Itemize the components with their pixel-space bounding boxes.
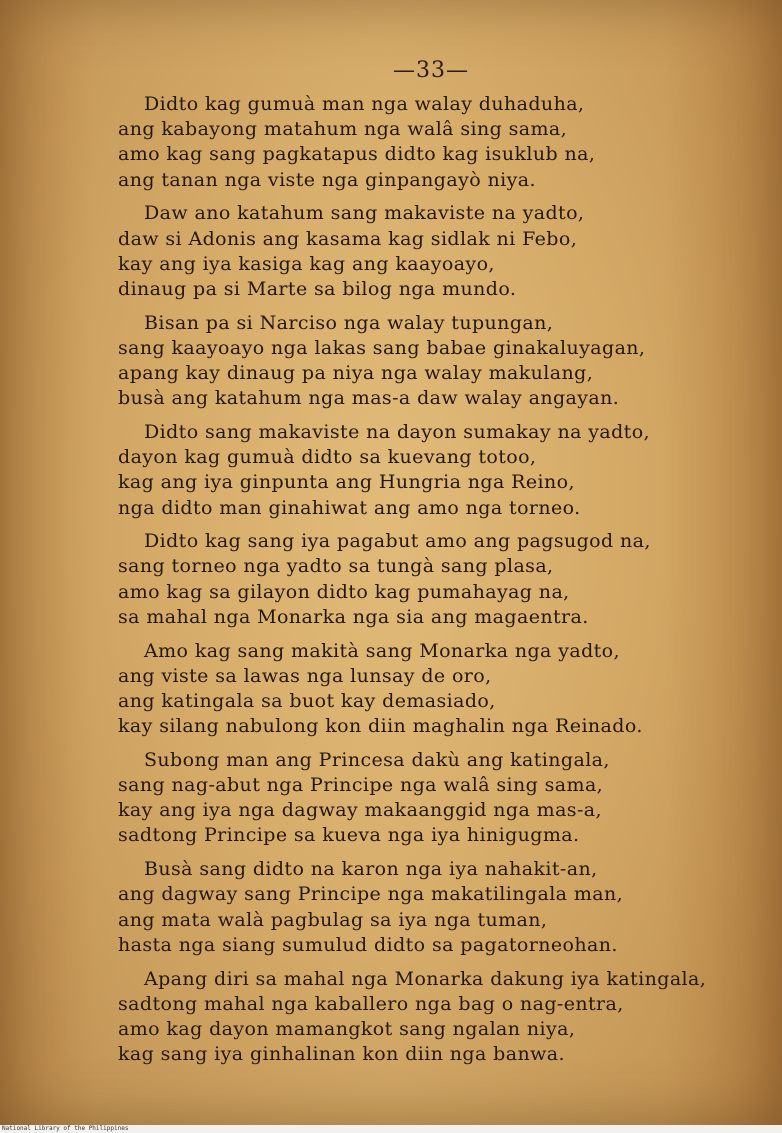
poem-line: Amo kag sang makità sang Monarka nga yadto, — [144, 639, 620, 662]
page-number: —33— — [393, 58, 469, 83]
poem-line: kay ang iya nga dagway makaanggid nga mas-a, — [118, 799, 602, 822]
poem-line: apang kay dinaug pa niya nga walay makulang, — [118, 362, 594, 385]
poem-text — [118, 92, 738, 1076]
poem-line: dinaug pa si Marte sa bilog nga mundo. — [118, 277, 517, 300]
poem-line: amo kag sa gilayon didto kag pumahayag na, — [118, 580, 570, 603]
poem-line: ang dagway sang Principe nga makatilingala man, — [118, 883, 624, 906]
poem-line: hasta nga siang sumulud didto sa pagatorneohan. — [118, 933, 618, 956]
stanza — [118, 639, 738, 740]
poem-line: ang mata walà pagbulag sa iya nga tuman, — [118, 908, 548, 931]
poem-line: sa mahal nga Monarka nga sia ang magaentra. — [118, 605, 589, 628]
footer-credit: National Library of the Philippines — [0, 1125, 782, 1133]
poem-line: amo kag dayon mamangkot sang ngalan niya, — [118, 1017, 576, 1040]
poem-line: Didto sang makaviste na dayon sumakay na yadto, — [144, 420, 650, 443]
stanza — [118, 857, 738, 958]
stanza — [118, 748, 738, 849]
poem-line: ang katingala sa buot kay demasiado, — [118, 689, 496, 712]
poem-line: ang tanan nga viste nga ginpangayò niya. — [118, 168, 536, 191]
poem-line: kag ang iya ginpunta ang Hungria nga Reino, — [118, 471, 575, 494]
poem-line: kay ang iya kasiga kag ang kaayoayo, — [118, 252, 495, 275]
poem-line: sang nag-abut nga Principe nga walâ sing sama, — [118, 774, 604, 797]
poem-line: Didto kag sang iya pagabut amo ang pagsugod na, — [144, 530, 651, 553]
poem-line: amo kag sang pagkatapus didto kag isuklub na, — [118, 143, 596, 166]
poem-line: busà ang katahum nga mas-a daw walay angayan. — [118, 387, 620, 410]
poem-line: sang torneo nga yadto sa tungà sang plasa, — [118, 555, 554, 578]
stanza — [118, 420, 738, 521]
poem-line: Bisan pa si Narciso nga walay tupungan, — [144, 311, 554, 334]
poem-line: ang kabayong matahum nga walâ sing sama, — [118, 118, 568, 141]
poem-line: sang kaayoayo nga lakas sang babae ginakaluyagan, — [118, 336, 646, 359]
poem-line: Didto kag gumuà man nga walay duhaduha, — [144, 93, 585, 115]
poem-line: Subong man ang Princesa dakù ang katingala, — [144, 748, 610, 771]
poem-line: ang viste sa lawas nga lunsay de oro, — [118, 664, 492, 687]
poem-line: daw si Adonis ang kasama kag sidlak ni Febo, — [118, 227, 578, 250]
poem-line: Apang diri sa mahal nga Monarka dakung iya katingala, — [144, 967, 707, 990]
poem-line: dayon kag gumuà didto sa kuevang totoo, — [118, 446, 537, 469]
stanza — [118, 529, 738, 630]
poem-line: nga didto man ginahiwat ang amo nga torneo. — [118, 496, 581, 519]
poem-line: sadtong mahal nga kaballero nga bag o nag-entra, — [118, 992, 624, 1015]
stanza — [118, 967, 738, 1068]
stanza — [118, 92, 738, 193]
poem-line: Busà sang didto na karon nga iya nahakit-an, — [144, 858, 598, 881]
stanza — [118, 201, 738, 302]
poem-line: sadtong Principe sa kueva nga iya hinigugma. — [118, 824, 580, 847]
poem-line: kag sang iya ginhalinan kon diin nga banwa. — [118, 1043, 565, 1066]
poem-line: kay silang nabulong kon diin maghalin nga Reinado. — [118, 715, 643, 738]
poem-line: Daw ano katahum sang makaviste na yadto, — [144, 202, 585, 225]
stanza — [118, 311, 738, 412]
